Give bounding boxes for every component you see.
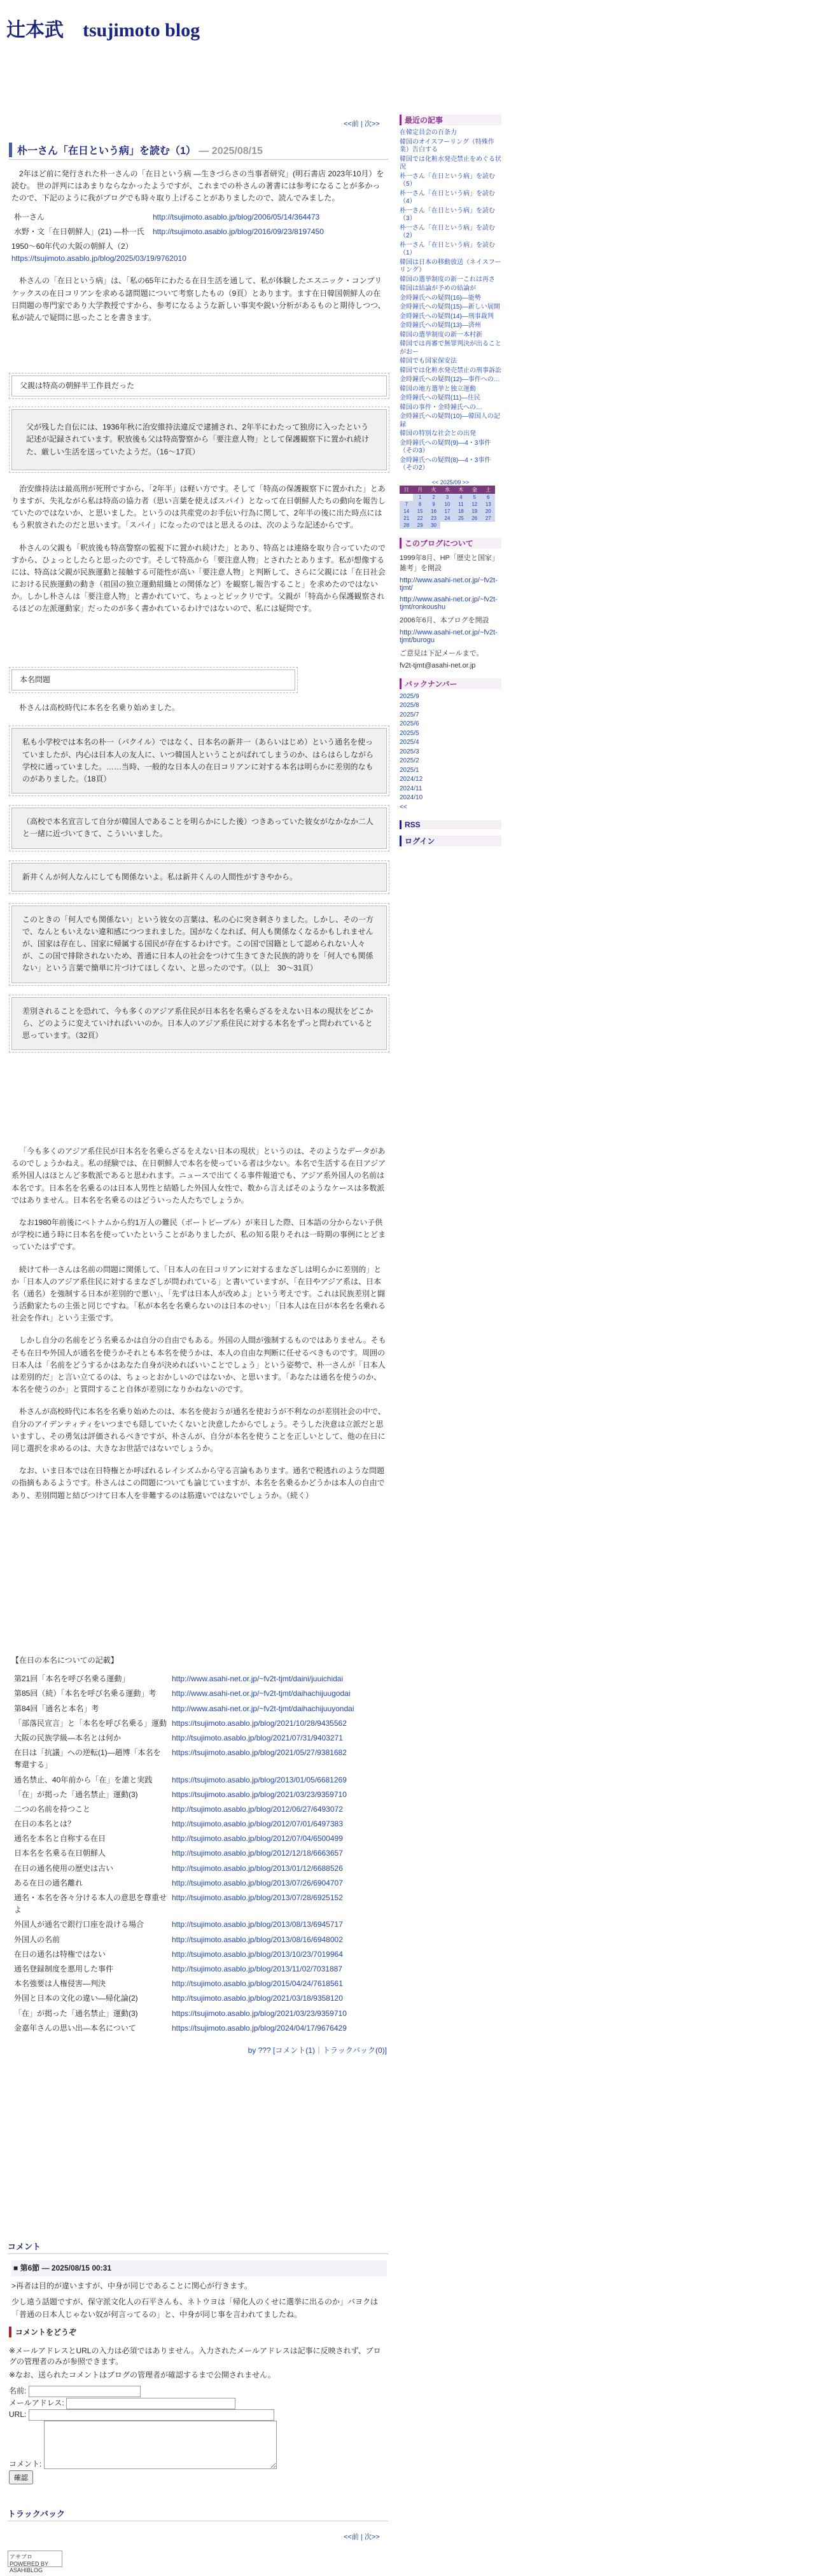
email-input[interactable]	[66, 2398, 235, 2409]
section-father	[11, 375, 387, 615]
series-url-cell	[169, 1891, 387, 1917]
series-label: 日本名を名乗る在日朝鮮人	[14, 1849, 106, 1858]
about-line: fv2t-tjmt@asahi-net.or.jp	[400, 661, 476, 669]
section-name-issue	[11, 669, 387, 1050]
series-link[interactable]: http://tsujimoto.asablo.jp/blog/2012/12/18/6663657	[172, 1849, 343, 1858]
calendar-day[interactable]: 20	[482, 508, 495, 515]
series-link[interactable]: https://tsujimoto.asablo.jp/blog/2013/01/05/6681269	[172, 1775, 347, 1784]
series-url-cell	[169, 1746, 387, 1772]
calendar-title[interactable]: << 2025/09 >>	[431, 479, 470, 486]
series-link[interactable]: http://tsujimoto.asablo.jp/blog/2013/11/02/7031887	[172, 1964, 342, 1973]
series-row	[11, 1933, 387, 1947]
url-input[interactable]	[29, 2409, 274, 2421]
post-intro	[11, 168, 387, 324]
post-date: — 2025/08/15	[199, 146, 263, 157]
series-url-cell	[169, 1933, 387, 1947]
series-row	[11, 1962, 387, 1977]
calendar-day[interactable]: 1	[413, 494, 426, 501]
series-row	[11, 2006, 387, 2021]
calendar-week	[400, 494, 495, 501]
series-heading: 【在日の本名についての記載】	[11, 1656, 118, 1665]
series-link[interactable]: https://tsujimoto.asablo.jp/blog/2021/03/23/9359710	[172, 1789, 347, 1799]
backnumber-item[interactable]: 2025/6	[400, 720, 419, 727]
reference-links	[11, 210, 326, 239]
comment-note: ※メールアドレスとURLの入力は必須ではありません。入力されたメールアドレスは記事に反映されず、ブログの管理者のみが参照できます。	[9, 2346, 381, 2366]
paragraph: なお、いま日本では在日特権とか呼ばれるレイシズムから守る言論もあります。通名で税逃れのような問題の指摘もあるようです。朴さんはこの問題についても論じていますが、本名を名乗るかどうかは本人の自由であり、差別問題と結びつけて日本人を非難するのは筋違いではないでしょうか。（続く）	[11, 1466, 385, 1500]
calendar	[400, 479, 501, 529]
series-label: 第21回「本名を呼び名乗る運動」	[14, 1674, 130, 1684]
series-url-cell	[169, 1716, 387, 1731]
series-link[interactable]: https://tsujimoto.asablo.jp/blog/2021/05/27/9381682	[172, 1748, 347, 1758]
series-url-cell	[169, 1802, 387, 1817]
backnumber-item[interactable]: 2025/4	[400, 739, 419, 746]
recent-item[interactable]: 金時鐘氏への疑問(12)―事件への…	[400, 376, 500, 383]
recent-heading: 最近の記事	[400, 115, 501, 125]
calendar-day	[468, 522, 481, 529]
series-url-cell	[169, 1773, 387, 1788]
calendar-day[interactable]: 14	[400, 508, 413, 515]
nav-separator: |	[360, 2533, 363, 2541]
about-heading: このブログについて	[400, 538, 501, 549]
series-label: 第84回「通名と本名」考	[14, 1704, 99, 1713]
badge-text: アサブロ POWERED BY ASAHIBLOG	[10, 2554, 48, 2573]
series-row	[11, 1746, 387, 1772]
recent-item[interactable]: 金時鐘氏への疑問(9)―4・3事件（その3）	[400, 439, 491, 454]
ref-row	[11, 241, 387, 265]
recent-item[interactable]: 在韓定員会の百条力	[400, 129, 457, 136]
login-heading[interactable]: ログイン	[400, 836, 501, 846]
series-link[interactable]: https://tsujimoto.asablo.jp/blog/2021/03/23/9359710	[172, 2008, 347, 2018]
series-label: 外国人の名前	[14, 1935, 60, 1944]
recent-item[interactable]: 韓国の選挙制度の新一これは再さ	[400, 276, 495, 283]
post-footer[interactable]: by ??? [コメント(1)｜トラックバック(0)]	[248, 2045, 387, 2055]
calendar-day[interactable]: 4	[454, 494, 468, 501]
series-row	[11, 1917, 387, 1932]
series-link[interactable]: http://tsujimoto.asablo.jp/blog/2012/06/27/6493072	[172, 1804, 343, 1814]
series-link[interactable]: http://tsujimoto.asablo.jp/blog/2012/07/04/6500499	[172, 1834, 343, 1844]
recent-item[interactable]: 韓国の選挙制度の新一本村新	[400, 331, 482, 339]
calendar-day[interactable]: 17	[440, 508, 454, 515]
series-label: 外国と日本の文化の違い―帰化論(2)	[14, 1994, 138, 2003]
series-row	[11, 1891, 387, 1917]
about-line: 1999年8月、HP「歴史と国家」雑考」を開設	[400, 554, 499, 572]
series-url-cell	[169, 1817, 387, 1831]
rss-heading[interactable]: RSS	[400, 820, 501, 829]
series-label: 本名強要は人権侵害―判決	[14, 1979, 106, 1989]
paragraph: 朴さんの「在日という病」は、「私の65年にわたる在日生活を通して、私が体験したエスニック・コンプリケックスの在日コリアンを求める諸問題について考察したもの（9頁）とあります。ます在日韓国朝鮮人の在日問題の専門家であり大学教授ですから、参考になるような新しい事実や鋭い分析があるものと期待しつつ、私が読んで疑問に思ったことを書きます。	[11, 276, 386, 322]
series-label: 在日の通名は特権ではない	[14, 1949, 106, 1959]
recent-item[interactable]: 韓国は結論が予めの結論が	[400, 285, 476, 292]
recent-item[interactable]: 朴一さん「在日という病」を読む（4）	[400, 190, 495, 205]
calendar-weekday: 火	[427, 486, 440, 494]
ref-row	[11, 225, 326, 239]
series-label: 通名を本名と自称する在日	[14, 1834, 106, 1844]
series-link[interactable]: http://tsujimoto.asablo.jp/blog/2013/08/16/6948002	[172, 1935, 343, 1944]
post-navigation-bottom	[344, 2531, 380, 2542]
calendar-day[interactable]: 26	[468, 515, 481, 522]
recent-item[interactable]: 金時鐘氏への疑問(13)―済州	[400, 322, 481, 329]
form-row	[9, 2397, 388, 2409]
recent-item[interactable]: 朴一さん「在日という病」を読む（2）	[400, 224, 495, 239]
ref-label: 朴一さん	[14, 212, 45, 221]
calendar-day[interactable]: 22	[413, 515, 426, 522]
series-link[interactable]: http://www.asahi-net.or.jp/~fv2t-tjmt/daini/juuichidai	[172, 1674, 344, 1684]
series-table	[11, 1672, 387, 2036]
recent-item[interactable]: 朴一さん「在日という病」を読む（5）	[400, 172, 495, 188]
calendar-weekday: 土	[482, 486, 495, 494]
comment-item	[11, 2260, 387, 2321]
series-url-cell	[169, 1846, 387, 1861]
ref-link[interactable]: http://tsujimoto.asablo.jp/blog/2016/09/23/8197450	[153, 227, 324, 236]
series-label: 在日は「抗議」への逆転(1)―趙博「本名を奪還する」	[14, 1748, 161, 1770]
calendar-day[interactable]: 9	[427, 501, 440, 508]
recent-item[interactable]: 韓国でも国家保安法	[400, 358, 457, 365]
quote-box: 新井くんが何人なんにしても関係ないよ。私は新井くんの人間性がすきやから。	[11, 863, 387, 892]
series-url-cell	[169, 1947, 387, 1962]
recent-item[interactable]: 金時鐘氏への疑問(11)―住民	[400, 395, 481, 402]
ref-row	[11, 210, 326, 225]
series-row	[11, 1977, 387, 1991]
backnumber-item[interactable]: 2025/2	[400, 757, 419, 764]
calendar-weekday: 月	[413, 486, 426, 494]
ref-link[interactable]: http://tsujimoto.asablo.jp/blog/2006/05/14/364473	[153, 212, 320, 221]
name-label: 名前:	[9, 2386, 27, 2395]
blog-title[interactable]: 辻本武 tsujimoto blog	[6, 20, 200, 41]
series-url-cell	[169, 1702, 387, 1716]
backnumber-item[interactable]: <<	[400, 803, 407, 811]
trackback-heading: トラックバック	[8, 2507, 388, 2521]
series-row	[11, 2021, 387, 2036]
url-label: URL:	[9, 2410, 27, 2419]
calendar-header-row	[400, 486, 495, 494]
series-label: 「在」が掲った「通名禁止」運動(3)	[14, 1789, 138, 1799]
series-link[interactable]: http://tsujimoto.asablo.jp/blog/2021/03/18/9358120	[172, 1994, 343, 2003]
calendar-day[interactable]: 28	[400, 522, 413, 529]
series-url-cell	[169, 1917, 387, 1932]
calendar-day[interactable]: 15	[413, 508, 426, 515]
series-link[interactable]: https://tsujimoto.asablo.jp/blog/2024/04/17/9676429	[172, 2023, 347, 2033]
backnumber-list	[400, 693, 501, 812]
calendar-day	[482, 522, 495, 529]
recent-item[interactable]: 金時鐘氏への疑問(10)―韓国人の記録	[400, 413, 500, 428]
series-row	[11, 1788, 387, 1802]
recent-item[interactable]: 朴一さん「在日という病」を読む（1）	[400, 241, 495, 256]
series-link[interactable]: http://tsujimoto.asablo.jp/blog/2013/01/12/6688526	[172, 1863, 343, 1873]
comment-form	[9, 2327, 388, 2484]
series-list	[11, 1655, 387, 2057]
comment-body: 少し遠う話題ですが、保守派文化人の石平さんも、ネトウヨは「帰化人のくせに選挙に出るのか」バヨクは「普通の日本人じゃない奴が何言ってるの」と、中身が同じ事を言われてましたね。	[11, 2297, 379, 2319]
series-url-cell	[169, 1672, 387, 1686]
series-row	[11, 1947, 387, 1962]
series-url-cell	[169, 1962, 387, 1977]
comment-label: コメント:	[9, 2460, 42, 2468]
series-link[interactable]: http://tsujimoto.asablo.jp/blog/2021/07/31/9403271	[172, 1733, 343, 1742]
recent-item[interactable]: 韓国では化粧水発売禁止の刑事訴訟	[400, 367, 501, 374]
series-link[interactable]: http://tsujimoto.asablo.jp/blog/2013/10/23/7019964	[172, 1949, 343, 1959]
calendar-weekday: 日	[400, 486, 413, 494]
about-line: ご意見は下記メールまで。	[400, 649, 484, 657]
calendar-week	[400, 501, 495, 508]
series-url-cell	[169, 2021, 387, 2036]
series-link[interactable]: http://www.asahi-net.or.jp/~fv2t-tjmt/daihachijuugodai	[172, 1689, 351, 1698]
series-url-cell	[169, 2006, 387, 2021]
series-label: 通名登録制度を悪用した事件	[14, 1964, 114, 1973]
sidebar	[400, 115, 501, 850]
recent-item[interactable]: 金時鐘氏への疑問(16)―能勢	[400, 294, 481, 302]
series-label: 「在」が掲った「通名禁止」運動(3)	[14, 2008, 138, 2018]
recent-item[interactable]: 金時鐘氏への疑問(14)―刑事裁判	[400, 312, 494, 320]
next-link[interactable]: 次>>	[364, 2533, 380, 2541]
intro-paragraph: 2年ほど前に発行された朴一さんの「在日という病 ―生きづらさの当事者研究」(明石書店 2023年10月）を読む。 世の評判にはあまりならなかったようですが、これまでの朴さんの著書には参考になることが多かったので、下記のように我がブログでも時々取り上げることがありましたので、読んでみました。	[11, 169, 384, 203]
comment-body: >再者は目的が違いますが、中身が同じであることに関心が行きます。	[11, 2281, 253, 2291]
series-link[interactable]: http://tsujimoto.asablo.jp/blog/2013/08/13/6945717	[172, 1920, 343, 1929]
quote-box: （高校で本名宣言して自分が韓国人であることを明らかにした後）つきあっていた彼女がなかなか二人と一緒に近づいてきて、こういいました。	[11, 808, 387, 848]
calendar-day[interactable]: 24	[440, 515, 454, 522]
confirm-button[interactable]: 確認	[9, 2470, 33, 2484]
calendar-day[interactable]: 16	[427, 508, 440, 515]
backnumber-item[interactable]: 2025/1	[400, 766, 419, 774]
form-row	[9, 2409, 388, 2421]
calendar-day[interactable]: 2	[427, 494, 440, 501]
calendar-day[interactable]: 25	[454, 515, 468, 522]
about-text	[400, 552, 501, 669]
series-url-cell	[169, 1831, 387, 1846]
calendar-weekday: 金	[468, 486, 481, 494]
series-link[interactable]: http://tsujimoto.asablo.jp/blog/2013/07/28/6925152	[172, 1893, 343, 1902]
next-link[interactable]: 次>>	[364, 120, 380, 128]
form-row	[9, 2385, 388, 2397]
backnumber-item[interactable]: 2024/12	[400, 776, 423, 783]
series-label: 外国人が通名で銀行口座を設ける場合	[14, 1920, 144, 1929]
post-navigation	[344, 118, 380, 129]
series-label: 大阪の民族学級―本名とは何か	[14, 1733, 122, 1742]
backnumber-heading: バックナンバー	[400, 678, 501, 689]
series-row	[11, 1876, 387, 1891]
series-label: ある在日の通名離れ	[14, 1878, 83, 1887]
recent-item[interactable]: 韓国の地方選挙と独立運動	[400, 385, 476, 393]
series-row	[11, 1831, 387, 1846]
series-row	[11, 1846, 387, 1861]
comments-heading: コメント	[8, 2240, 388, 2254]
series-row	[11, 1817, 387, 1831]
recent-item[interactable]: 韓国のオイスフーリング（特殊作業）告白する	[400, 138, 494, 153]
series-label: 二つの名前を持つこと	[14, 1804, 91, 1814]
paragraph: しかし自分の名前をどう名乗るかは自分の自由でもある。外国の人間が強制するものではありません。そもそも在日や外国人が通名を使うかそれとも本名を使うかは、本人の自由な判断に任せるべきものです。周囲の日本人は「名前をどうするかはあなた自身が決めればいいことでしょう」という姿勢で、朴一さんが「日本人は差別的だ」と言い立てるのは、ちょっとおかしいのではないか、と思います。「あなたは通名を使うのか、本名を使うのか」と質問すること自体が差別になりかねないのです。	[11, 1336, 386, 1394]
post-body	[11, 1145, 387, 1502]
calendar-day[interactable]: 12	[468, 501, 481, 508]
backnumber-item[interactable]: 2025/9	[400, 692, 419, 700]
series-link[interactable]: http://tsujimoto.asablo.jp/blog/2015/04/24/7618561	[172, 1979, 343, 1989]
calendar-day[interactable]: 21	[400, 515, 413, 522]
paragraph: 朴さんの父親も「釈放後も特高警察の監視下に置かれ続けた」とあり、特高とは連絡を取り合っていたのですから、ひょっとしたらと思ったのです。そして特高から「要注意人物」とされたとあります。私が想像するには、特高は父親が民族運動と接触する可能性が高い「要注意人物」と判断して、さらに父親には「在日社会における民族運動の動き（祖国の独立運動組織との関係など）を観察し報告すること」を求めたのではないか。しかし朴さんは「要注意人物」と書かれていて、ちょっとピックリです。父親が「特高から保護観察されるほどの左派運動家」だったのが多く書かれているわけではないので、私には疑問です。	[11, 543, 386, 613]
calendar-day[interactable]: 30	[427, 522, 440, 529]
about-link[interactable]: http://www.asahi-net.or.jp/~fv2t-tjmt/burogu	[400, 628, 498, 644]
series-url-cell	[169, 1977, 387, 1991]
calendar-day[interactable]: 11	[454, 501, 468, 508]
quote-box: このときの「何人でも関係ない」という彼女の言葉は、私の心に突き刺さりました。しかし、その一方で、なんともいえない違和感につつまれました。国がなくなれば、何人も関係なくなるかもしれませんが、国家は存在し、国家に帰属する国民が存在するわけです。この国で国籍として認められない人々が、この国で排除されないため、普通に日本人の社会をつけて生きてきた民族的誇りを「何人でも関係ない」という言葉で簡単に片づけてほしくない、と思ったのです。（以上 30〜31頁）	[11, 906, 387, 983]
prev-link[interactable]: <<前	[344, 2533, 359, 2541]
series-row	[11, 1731, 387, 1746]
comment-note: ※なお、送られたコメントはブログの管理者が確認するまで公開されません。	[9, 2370, 276, 2379]
series-row	[11, 1802, 387, 1817]
recent-item[interactable]: 韓国では化粧水発売禁止をめぐる状況	[400, 155, 501, 171]
ref-label: 1950〜60年代の大阪の朝鮮人（2）	[11, 241, 133, 251]
about-link[interactable]: http://www.asahi-net.or.jp/~fv2t-tjmt/ronkoushu	[400, 595, 498, 611]
series-row	[11, 1991, 387, 2006]
backnumber-item[interactable]: 2025/5	[400, 729, 419, 737]
series-row	[11, 1686, 387, 1701]
series-row	[11, 1672, 387, 1686]
series-label: 通名禁止、40年前から「在」を誰と実践	[14, 1775, 153, 1784]
blog-header	[0, 0, 817, 51]
calendar-day[interactable]: 29	[413, 522, 426, 529]
quote-box: 私も小学校では本名の朴一（パクイル）ではなく、日本名の新井一（あらいはじめ）という通名を使っていましたが、内心は日本人の友人に、いつ韓国人ということがばれてしまうのか、はらはらしながら学校に通っていました。……当時、一般的な日本人の在日コリアンに対する本名は明らかに差別的なものがありました。（18頁）	[11, 728, 387, 794]
asablo-badge[interactable]	[8, 2551, 62, 2573]
about-link[interactable]: http://www.asahi-net.or.jp/~fv2t-tjmt/	[400, 576, 498, 592]
ref-link[interactable]: https://tsujimoto.asablo.jp/blog/2025/03/19/9762010	[11, 254, 186, 263]
comment-textarea[interactable]	[44, 2421, 277, 2469]
backnumber-item[interactable]: 2024/11	[400, 785, 422, 792]
calendar-day[interactable]: 7	[400, 501, 413, 508]
paragraph: 朴さんが高校時代に本名を名乗り始めたのは、本名を使おうが通名を使おうが不利なのが差別社会の中で、自分のアイデンティティをいつまでも隠していたくないと決意したからでしょう。そうした決意は立派だと思いますし、その勇気は評価されるべきですが、朴さんが、自分が本名を使うことを正しいとして、他の在日に同じ選択を求めるのは、大きなお世話ではないでしょうか。	[11, 1407, 386, 1453]
calendar-week	[400, 515, 495, 522]
series-url-cell	[169, 1731, 387, 1746]
calendar-week	[400, 522, 495, 529]
series-url-cell	[169, 1686, 387, 1701]
calendar-day[interactable]: 23	[427, 515, 440, 522]
series-row	[11, 1861, 387, 1876]
calendar-day	[454, 522, 468, 529]
about-line: 2006年6月、本ブログを開設	[400, 616, 489, 624]
prev-link[interactable]: <<前	[344, 120, 359, 128]
section-heading: 父親は特高の朝鮮半工作員だった	[11, 375, 387, 396]
series-row	[11, 1773, 387, 1788]
calendar-day[interactable]: 6	[482, 494, 495, 501]
series-url-cell	[169, 1861, 387, 1876]
recent-item[interactable]: 韓国の事件・金時鐘氏への…	[400, 403, 482, 411]
calendar-day[interactable]: 10	[440, 501, 454, 508]
recent-item[interactable]: 韓国では再審で無罪判決が出ることがおー	[400, 340, 501, 356]
post-title	[9, 143, 396, 157]
paragraph: 朴さんは高校時代に本名を名乗り始めました。	[19, 703, 180, 713]
calendar-day[interactable]: 18	[454, 508, 468, 515]
backnumber-item[interactable]: 2024/10	[400, 794, 423, 801]
ref-label: 水野・文「在日朝鮮人」(21) ―朴一氏	[14, 227, 144, 236]
series-link[interactable]: https://tsujimoto.asablo.jp/blog/2021/10/28/9435562	[172, 1718, 347, 1728]
name-input[interactable]	[29, 2386, 141, 2397]
series-link[interactable]: http://tsujimoto.asablo.jp/blog/2012/07/01/6497383	[172, 1819, 343, 1829]
paragraph: 「今も多くのアジア系住民が日本名を名乗らざるをえない日本の現状」というのは、そのようなデータがあるのでしょうかねえ。私の経験では、在日朝鮮人で本名を使っている者は少ない。本名で生活する在日アジア系外国人はほとんど多数派であると思われます。ニュースで出てくる事件報道でも、アジア系外国人の名前は本名です。日本名を名乗るのは日本人男性と結婚した外国人女性で、数から言えばそのようなケースは多数派ではありません。日本名を名乗るのはどういった人たちでしょうか。	[11, 1147, 386, 1205]
calendar-day[interactable]: 5	[468, 494, 481, 501]
backnumber-item[interactable]: 2025/7	[400, 711, 419, 718]
series-label: 金嘉年さんの思い出―本名について	[14, 2023, 136, 2033]
recent-item[interactable]: 金時鐘氏への疑問(8)―4・3事件（その2）	[400, 456, 491, 472]
calendar-day[interactable]: 13	[482, 501, 495, 508]
paragraph: 治安維持法は最高刑が死刑ですから、「2年半」は軽い方です。そして「特高の保護観察下に置かれた」とありますが、失礼ながら私は特高の協力者（思い言葉を使えばスパイ）となって在日朝鮮人たちの動向を報告していたのではないか、と思いました。というのは共産党のお手伝い行為に関して、2年半の後に出た時点にはもう釈放されたのだと思います。「スパイ」になったのではと思えるのは、次のような記述からです。	[11, 484, 386, 530]
quote-box: 父が残した自伝には、1936年秋に治安維持法違反で逮捕され、2年半にわたって独房に入ったという記述が記録されています。釈放後も父は特高警察から「要注意人物」として保護観察下に置かれ続けた、厳しい生活を送っていたようだ。（16〜17頁）	[11, 409, 387, 470]
recent-item[interactable]: 韓国は日本の移動放送（ネイスフーリング）	[400, 258, 501, 274]
backnumber-item[interactable]: 2025/8	[400, 702, 419, 709]
calendar-day[interactable]: 19	[468, 508, 481, 515]
paragraph: なお1980年前後にベトナムから約1万人の難民（ボートピープル）が来日した際、日本語の分からない子供が学校に通う時に日本名を使っていたということがありましたが、私の知る限りそれは一時期の事例にとどまっていたはずです。	[11, 1217, 386, 1252]
section-heading: 本名問題	[11, 669, 295, 690]
comment-form-heading: コメントをどうぞ	[9, 2327, 388, 2337]
recent-list	[400, 129, 501, 473]
post-title-text[interactable]: 朴一さん「在日という病」を読む（1）	[17, 146, 196, 157]
series-url-cell	[169, 1876, 387, 1891]
series-label: 通名・本名を各々分ける本人の意思を尊重せよ	[14, 1893, 167, 1915]
paragraph: 続けて朴一さんは名前の問題に関係して、「日本人の在日コリアンに対するまなざしは明らかに差別的」とか「日本人のアジア系住民に対するまなざしが問われている」と書いていますが、「在日やアジア系は、日本名（通名）を強制する日本が差別的で悪い」、「先ずは日本人が改めよ」という考えです。これは民族差別と闘う活動家たちの主張と同じですね。「私が本名を名乗らないのは日本のせい」「日本人は在日が本名を名乗れる社会を作れ」という主張です。	[11, 1264, 386, 1323]
series-url-cell	[169, 1991, 387, 2006]
recent-item[interactable]: 金時鐘氏への疑問(15)―新しい展開	[400, 304, 500, 311]
recent-item[interactable]: 韓国の特別な社会との出発	[400, 430, 476, 437]
series-link[interactable]: http://tsujimoto.asablo.jp/blog/2013/07/26/6904707	[172, 1878, 343, 1887]
nav-separator: |	[360, 120, 363, 128]
recent-item[interactable]: 朴一さん「在日という病」を読む（3）	[400, 207, 495, 222]
calendar-weekday: 水	[440, 486, 454, 494]
form-row	[9, 2421, 388, 2469]
series-row	[11, 1716, 387, 1731]
series-label: 「部落民宣言」と「本名を呼び名乗る」運動	[14, 1718, 167, 1728]
quote-box: 差別されることを恐れて、今も多くのアジア系住民が日本名を名乗らざるをえない日本の現状をどこから、どのように変えていければいいのか。日本人のアジア系住民に対する本名をずっと問われていると思っています。（32頁）	[11, 997, 387, 1051]
series-row	[11, 1702, 387, 1716]
backnumber-item[interactable]: 2025/3	[400, 748, 419, 755]
comment-author: ■ 第6節 — 2025/08/15 00:31	[11, 2260, 387, 2276]
series-label: 在日の本名とは？	[14, 1819, 76, 1829]
calendar-day	[400, 494, 413, 501]
series-link[interactable]: http://www.asahi-net.or.jp/~fv2t-tjmt/daihachijuuyondai	[172, 1704, 354, 1713]
series-label: 第85回（続）「本名を呼び名乗る運動」考	[14, 1689, 157, 1698]
calendar-weekday: 木	[454, 486, 468, 494]
calendar-week	[400, 508, 495, 515]
series-url-cell	[169, 1788, 387, 1802]
email-label: メールアドレス:	[9, 2398, 64, 2407]
calendar-grid	[400, 486, 495, 529]
calendar-day[interactable]: 3	[440, 494, 454, 501]
calendar-day	[440, 522, 454, 529]
title-divider	[9, 159, 388, 160]
series-label: 在日の通名使用の歴史は古い	[14, 1863, 114, 1873]
calendar-day[interactable]: 27	[482, 515, 495, 522]
calendar-day[interactable]: 8	[413, 501, 426, 508]
